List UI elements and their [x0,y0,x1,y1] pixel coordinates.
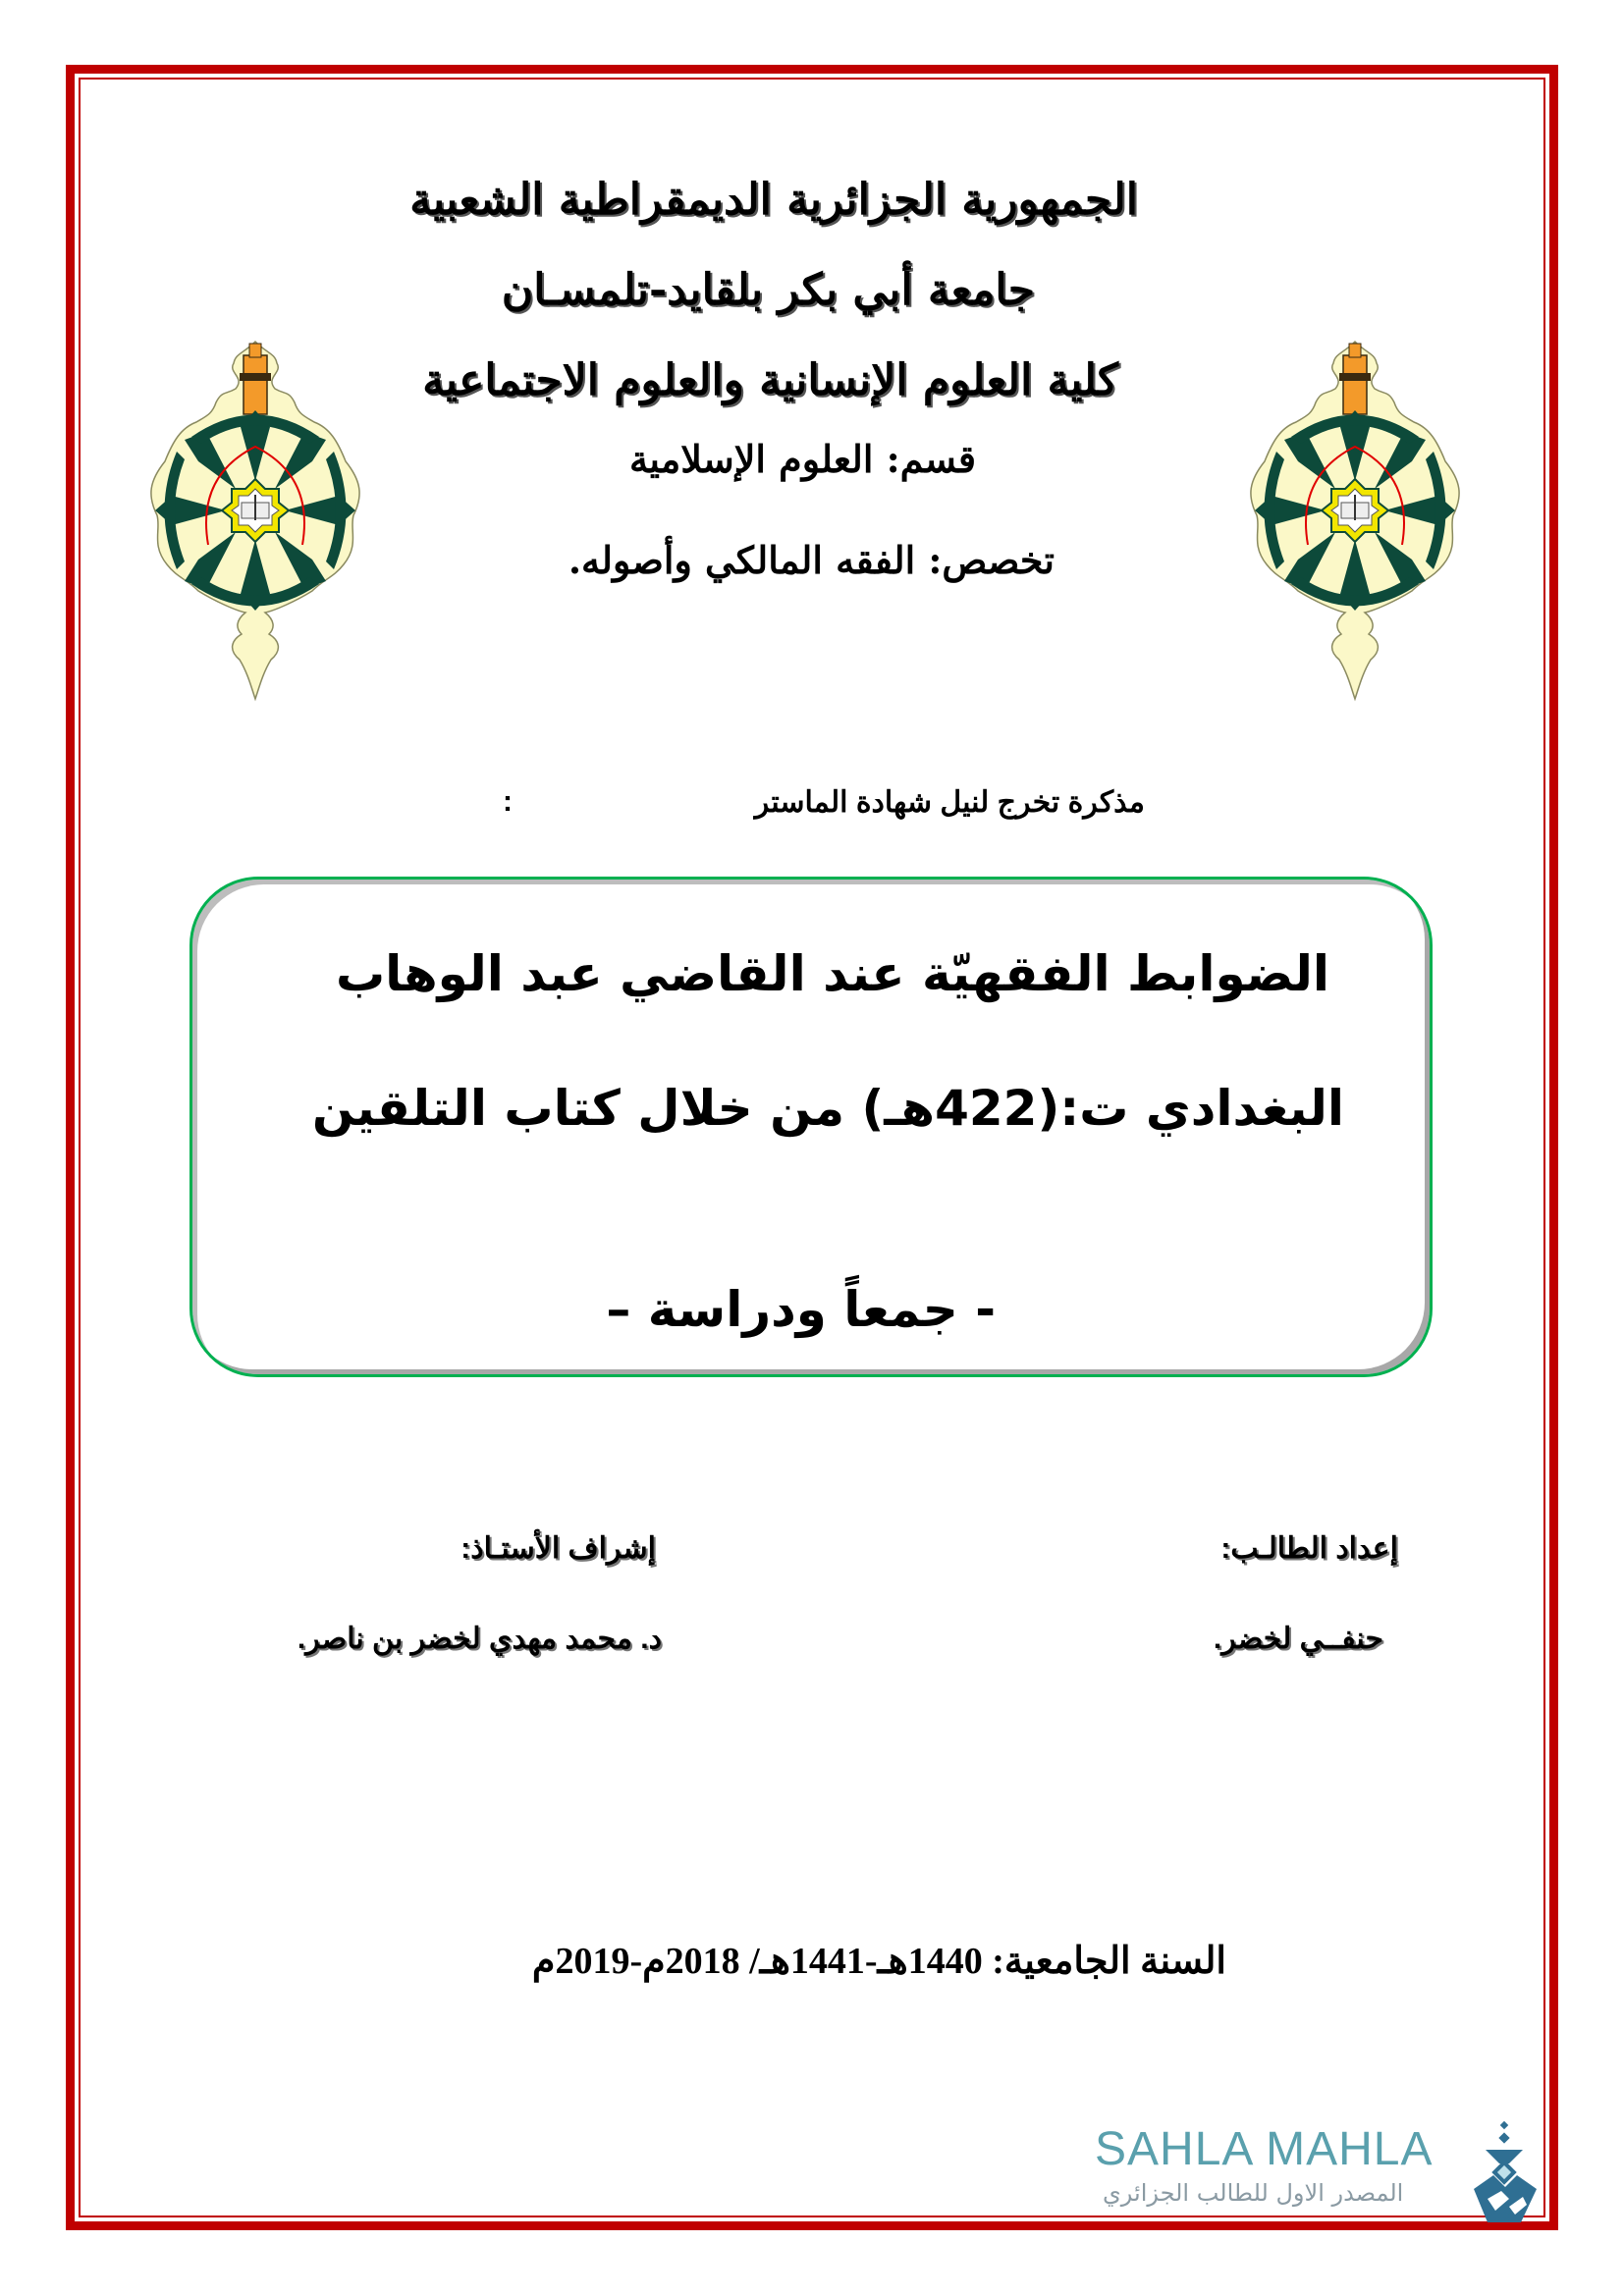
thesis-degree-label: مذكرة تخرج لنيل شهادة الماستر [754,786,1145,819]
sahla-mahla-logo-icon [1466,2120,1544,2230]
thesis-title-line-2: البغدادي ت:(422هـ) من خلال كتاب التلقين [311,1080,1344,1137]
university-emblem-icon [1237,334,1473,707]
university-name: جامعة أبي بكر بلقايد-تلمسـان [501,265,1035,315]
university-logo-right [1237,334,1473,707]
university-emblem-icon [137,334,373,707]
supervisor-name: د. محمد مهدي لخضر بن ناصر. [297,1623,662,1655]
student-label: إعداد الطالـب: [1220,1532,1398,1565]
student-name: حنفــي لخضر. [1213,1623,1383,1655]
supervisor-label: إشراف الأستـاذ: [460,1532,656,1565]
thesis-degree-colon: : [503,785,513,818]
faculty-name: كلية العلوم الإنسانية والعلوم الاجتماعية [422,355,1118,405]
thesis-title-line-1: الضوابط الفقهيّة عند القاضي عبد الوهاب [335,945,1329,1002]
thesis-subtitle: - جمعاً ودراسة – [606,1281,996,1338]
department-name: قسم: العلوم الإسلامية [629,437,976,481]
watermark-tagline: المصدر الاول للطالب الجزائري [1103,2179,1404,2207]
sahla-mahla-watermark [1095,2120,1546,2230]
academic-year: السنة الجامعية: 1440هـ-1441هـ/ 2018م-2019م [531,1941,1226,1982]
university-logo-left [137,334,373,707]
country-name: الجمهورية الجزائرية الديمقراطية الشعبية [409,175,1138,225]
specialty-name: تخصص: الفقه المالكي وأصوله. [568,538,1055,582]
watermark-brand: SAHLA MAHLA [1095,2123,1434,2175]
